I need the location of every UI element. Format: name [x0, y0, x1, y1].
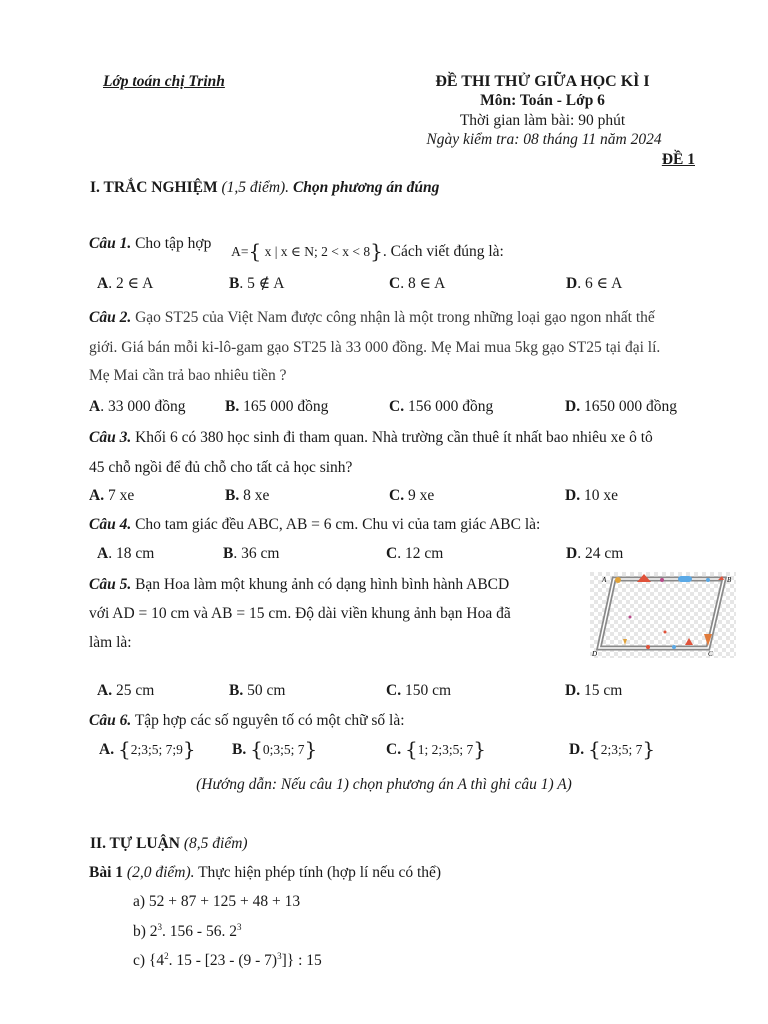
section-points: (1,5 điểm).: [221, 179, 290, 196]
q3-option-d[interactable]: D. 10 xe: [565, 487, 618, 504]
q3-option-a[interactable]: A. 7 xe: [89, 487, 135, 504]
question-label: Câu 1.: [89, 235, 132, 252]
q5-option-c[interactable]: C. 150 cm: [386, 682, 452, 699]
exam-code: ĐỀ 1: [661, 151, 695, 168]
q5-option-d[interactable]: D. 15 cm: [565, 682, 623, 699]
question-2-line-3: Mẹ Mai cần trả bao nhiêu tiền ?: [89, 367, 287, 384]
exercise-1c: c) {$4^2$. 15 - [23 - (9 - 7)$^3$]} : 15: [133, 951, 322, 970]
question-5-line-2: với AD = 10 cm và AB = 15 cm. Độ dài viền khung ảnh bạn Hoa đã: [89, 605, 511, 622]
q2-option-c[interactable]: C. 156 000 đồng: [389, 398, 494, 415]
q4-option-d[interactable]: D. 24 cm: [566, 545, 624, 562]
section-multiple-choice: [90, 179, 439, 197]
question-5: Câu 5. Bạn Hoa làm một khung ảnh có dạng hình bình hành ABCD: [89, 576, 510, 593]
question-3-line-2: 45 chỗ ngồi để đủ chỗ cho tất cả học sinh?: [89, 459, 353, 476]
question-5-line-3: làm là:: [89, 634, 132, 651]
section-essay: II. TỰ LUẬN (8,5 điểm): [90, 835, 248, 852]
answer-instruction-note: (Hướng dẫn: Nếu câu 1) chọn phương án A thì ghi câu 1) A): [196, 776, 572, 793]
question-text: Cho tập hợp: [135, 235, 212, 252]
exam-subject: Môn: Toán - Lớp 6: [480, 92, 605, 109]
dot-decoration-icon: [615, 577, 621, 583]
exercise-1a: a) 52 + 87 + 125 + 48 + 13: [133, 893, 301, 910]
q2-option-d[interactable]: D. 1650 000 đồng: [565, 398, 677, 415]
q1-option-d[interactable]: D. 6 ∈ A: [566, 275, 623, 292]
question-1: Câu 1. Cho tập hợp A={ x | x ∈ N; 2 < x < 8}. Cách viết đúng là:: [89, 235, 504, 263]
q6-option-b[interactable]: B. {0;3;5; 7}: [232, 737, 318, 761]
q3-option-b[interactable]: B. 8 xe: [225, 487, 270, 504]
parallelogram-frame-diagram: [590, 572, 736, 658]
q3-option-c[interactable]: C. 9 xe: [389, 487, 435, 504]
q5-option-b[interactable]: B. 50 cm: [229, 682, 286, 699]
q1-option-a[interactable]: A. 2 ∈ A: [97, 275, 154, 292]
question-2-line-2: giới. Giá bán mỗi ki-lô-gam gạo ST25 là 33 000 đồng. Mẹ Mai mua 5kg gạo ST25 tại đại lí.: [89, 339, 661, 356]
q4-option-b[interactable]: B. 36 cm: [223, 545, 280, 562]
exam-time: Thời gian làm bài: 90 phút: [459, 112, 626, 129]
q1-option-c[interactable]: C. 8 ∈ A: [389, 275, 446, 292]
exam-date: Ngày kiểm tra: 08 tháng 11 năm 2024: [426, 131, 662, 148]
pill-decoration-icon: [678, 576, 692, 582]
vertex-label-c: C: [708, 650, 713, 658]
question-2: Câu 2. Gạo ST25 của Việt Nam được công nhận là một trong những loại gạo ngon nhất thế: [89, 309, 655, 326]
exercise-1: Bài 1 (2,0 điểm). Thực hiện phép tính (hợp lí nếu có thể): [89, 864, 442, 881]
q6-option-c[interactable]: C. {1; 2;3;5; 7}: [386, 737, 486, 761]
school-name: Lớp toán chị Trinh: [103, 73, 225, 90]
vertex-label-d: D: [592, 650, 598, 658]
section-title: I. TRẮC NGHIỆM: [90, 179, 218, 196]
question-4: Câu 4. Cho tam giác đều ABC, AB = 6 cm. Chu vi của tam giác ABC là:: [89, 516, 541, 533]
q5-option-a[interactable]: A. 25 cm: [97, 682, 155, 699]
q6-option-d[interactable]: D. {2;3;5; 7}: [569, 737, 656, 761]
q2-option-a[interactable]: A. 33 000 đồng: [89, 398, 186, 415]
photo-frame-figure: [590, 572, 736, 658]
question-6: Câu 6. Tập hợp các số nguyên tố có một chữ số là:: [89, 712, 405, 729]
q4-option-c[interactable]: C. 12 cm: [386, 545, 444, 562]
q4-option-a[interactable]: A. 18 cm: [97, 545, 155, 562]
exercise-1b: b) $2^3$. 156 - 56. $2^3$: [133, 922, 242, 941]
q6-option-a[interactable]: A. {2;3;5; 7;9}: [99, 737, 196, 761]
vertex-label-b: B: [727, 576, 732, 584]
question-3: Câu 3. Khối 6 có 380 học sinh đi tham quan. Nhà trường cần thuê ít nhất bao nhiêu xe ô tô: [89, 429, 653, 446]
section-instruction: Chọn phương án đúng: [292, 179, 440, 196]
exam-title: ĐỀ THI THỬ GIỮA HỌC KÌ I: [435, 73, 650, 90]
set-notation: A={ x | x ∈ N; 2 < x < 8}: [231, 239, 383, 263]
q1-option-b[interactable]: B. 5 ∉ A: [229, 275, 285, 292]
vertex-label-a: A: [602, 576, 607, 584]
q2-option-b[interactable]: B. 165 000 đồng: [225, 398, 329, 415]
